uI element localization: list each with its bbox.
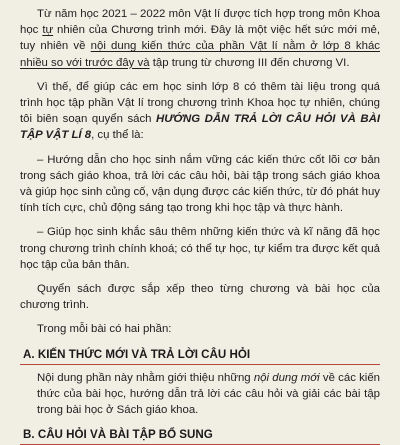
section-a-text-1: Nội dung phần này nhằm giới thiệu những xyxy=(37,371,254,384)
section-a-heading: A. KIẾN THỨC MỚI VÀ TRẢ LỜI CÂU HỎI xyxy=(20,345,380,365)
section-a-emphasis: nội dung mới xyxy=(253,371,320,384)
intro-text-2: nhiên của Chương trình mới. Đây là một việc hết sức mới mẻ, tuy nhiên về xyxy=(20,24,381,53)
bullet-paragraph-2: – Giúp học sinh khắc sâu thêm những kiến thức và kĩ năng đã học trong chương trình chính khoá; có thể tự học, tự kiểm tra được kết quả học tập của bản thân. xyxy=(20,226,380,271)
parts-intro-paragraph: Trong mỗi bài có hai phần: xyxy=(37,323,172,336)
section-b-heading: B. CÂU HỎI VÀ BÀI TẬP BỔ SUNG xyxy=(20,425,380,445)
intro-text-1: Từ năm học 2021 – 2022 môn Vật lí được tích hợp trong môn Khoa học xyxy=(20,8,380,37)
bullet-paragraph-1: – Hướng dẫn cho học sinh nắm vững các kiến thức cốt lõi cơ bản trong sách giáo khoa, trả lời các câu hỏi, bài tập trong sách giáo khoa và giúp học sinh củng cố, vận dụng được các kiến thức, từ đó phát huy tính tích cực, chủ động sáng tạo trong khi học tập và thực hành. xyxy=(20,153,380,215)
section-a-text-2: về các kiến thức của bài học, hướng dẫn trả lời các câu hỏi và giải các bài tập trong bài học ở Sách giáo khoa. xyxy=(37,371,380,417)
purpose-text-2: , cụ thể là: xyxy=(91,129,144,142)
section-a-body xyxy=(20,370,380,419)
intro-underline-1: tự xyxy=(42,24,54,37)
purpose-paragraph xyxy=(20,79,380,144)
purpose-text-1: Vì thế, để giúp các em học sinh lớp 8 có thêm tài liệu trong quá trình học tập phần Vật lí trong chương trình Khoa học tự nhiên, chúng tôi biên soạn quyển sách xyxy=(20,80,380,126)
structure-paragraph: Quyển sách được sắp xếp theo từng chương và bài học của chương trình. xyxy=(20,283,380,312)
book-title: HƯỚNG DẪN TRẢ LỜI CÂU HỎI VÀ BÀI TẬP VẬT LÍ 8 xyxy=(20,113,380,142)
intro-underline-2: nội dung kiến thức của phần Vật lí nằm ở lớp 8 khác nhiều so với trước đây và xyxy=(20,40,380,69)
intro-text-3: tập trung từ chương III đến chương VI. xyxy=(149,56,350,69)
intro-paragraph xyxy=(20,6,380,71)
